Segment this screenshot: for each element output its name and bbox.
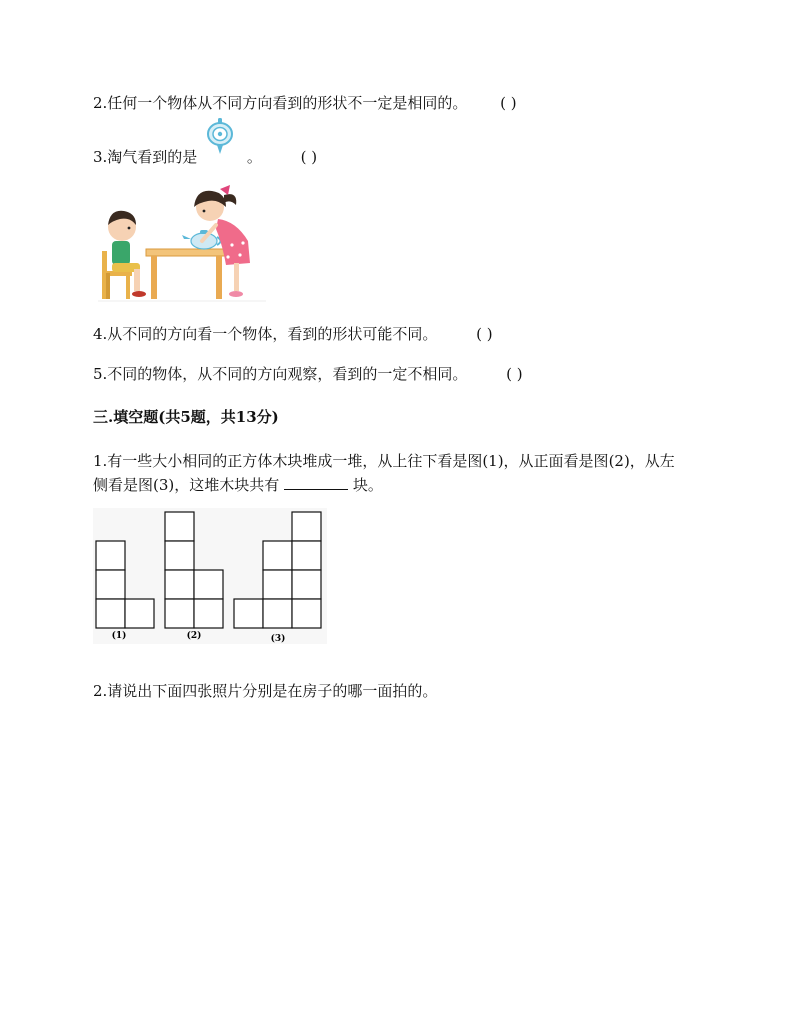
teapot-top-view-icon bbox=[205, 116, 235, 162]
fill-question-2: 2.请说出下面四张照片分别是在房子的哪一面拍的。 bbox=[93, 682, 438, 700]
figure-2-label: (2) bbox=[186, 631, 202, 641]
fill-question-1-line-2 bbox=[93, 474, 383, 495]
answer-parentheses: ( ) bbox=[476, 325, 493, 343]
question-2-text: 2.任何一个物体从不同方向看到的形状不一定是相同的。 bbox=[93, 94, 468, 112]
fill-question-1-text: 侧看是图(3)，这堆木块共有 bbox=[93, 476, 280, 494]
question-5-text: 5.不同的物体，从不同的方向观察，看到的一定不相同。 bbox=[93, 365, 468, 383]
question-4-text: 4.从不同的方向看一个物体，看到的形状可能不同。 bbox=[93, 325, 438, 343]
question-2-judgement bbox=[93, 92, 517, 113]
question-3-text: 3.淘气看到的是 bbox=[93, 148, 198, 166]
answer-parentheses: ( ) bbox=[500, 94, 517, 112]
figure-3-label: (3) bbox=[270, 634, 286, 644]
fill-question-1-line-1: 1.有一些大小相同的正方体木块堆成一堆，从上往下看是图(1)，从正面看是图(2)，从左 bbox=[93, 452, 675, 470]
answer-parentheses: ( ) bbox=[300, 148, 318, 166]
answer-parentheses: ( ) bbox=[506, 365, 523, 383]
question-5-judgement bbox=[93, 363, 523, 384]
cube-views-figure bbox=[93, 508, 327, 644]
answer-blank[interactable] bbox=[284, 475, 348, 490]
question-3-period: 。 bbox=[246, 148, 262, 166]
section-3-heading: 三.填空题(共5题，共13分) bbox=[93, 408, 279, 426]
question-4-judgement bbox=[93, 323, 493, 344]
fill-question-1-unit: 块。 bbox=[352, 476, 383, 494]
children-observing-teapot-illustration bbox=[98, 185, 266, 303]
figure-1-label: (1) bbox=[111, 631, 127, 641]
